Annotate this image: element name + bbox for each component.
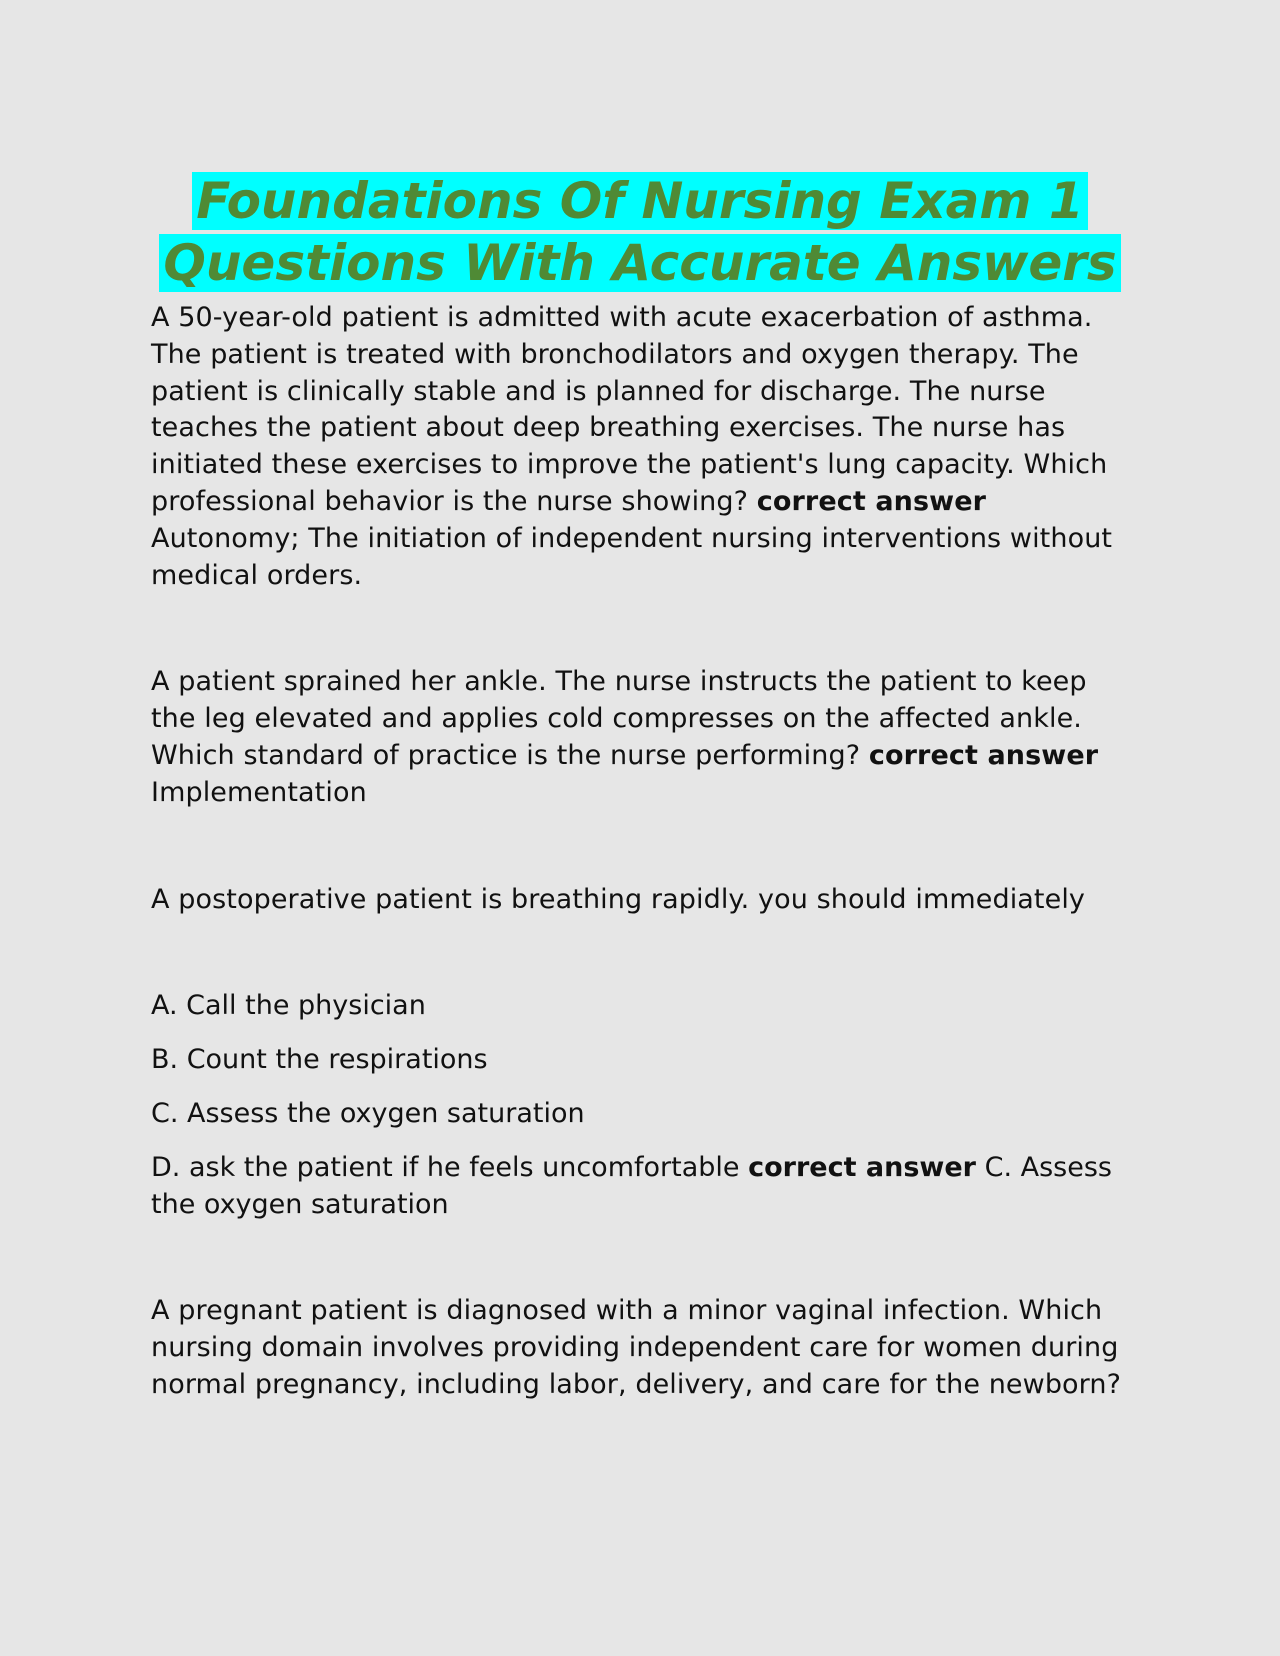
question-2-answer: Implementation — [151, 776, 367, 808]
question-3-option-d — [151, 1150, 1129, 1224]
question-2-text: A patient sprained her ankle. The nurse instructs the patient to keep the leg elevated and applies cold compresses on the affected ankle. Which standard of practice is the nurse performing? — [151, 666, 1087, 771]
question-3-answer: C. Assess the oxygen saturation — [151, 1151, 1112, 1220]
question-2 — [151, 664, 1129, 811]
question-3 — [151, 882, 1129, 919]
document-page — [151, 170, 1129, 1404]
question-1-answer-label: correct answer — [756, 485, 987, 517]
question-3-option-a: A. Call the physician — [151, 990, 426, 1022]
question-3-option-b: B. Count the respirations — [151, 1044, 488, 1076]
question-1-answer: Autonomy; The initiation of independent nursing interventions without medical orders. — [151, 522, 1113, 591]
question-4 — [151, 1293, 1129, 1403]
question-1-text: A 50-year-old patient is admitted with acute exacerbation of asthma. The patient is treated with bronchodilators and oxygen therapy. The patient is clinically stable and is planned for discharge. The nurse teaches the patient about deep breathing exercises. The nurse has initiated these exercises to improve the patient's lung capacity. Which professional behavior is the nurse showing? — [151, 302, 1108, 517]
question-3-answer-label: correct answer — [748, 1151, 977, 1183]
question-2-answer-label: correct answer — [868, 739, 1099, 771]
question-3-option-d-text: D. ask the patient if he feels uncomfortable — [151, 1151, 740, 1183]
title-line-1: Foundations Of Nursing Exam 1 — [192, 172, 1087, 230]
document-title — [151, 170, 1129, 294]
question-4-text: A pregnant patient is diagnosed with a minor vaginal infection. Which nursing domain involves providing independent care for women during normal pregnancy, including labor, delivery, and care for the newborn? — [151, 1295, 1122, 1400]
question-1 — [151, 300, 1129, 594]
title-line-2: Questions With Accurate Answers — [159, 234, 1120, 292]
question-3-option-c: C. Assess the oxygen saturation — [151, 1097, 585, 1129]
question-3-text: A postoperative patient is breathing rapidly. you should immediately — [151, 883, 1086, 915]
